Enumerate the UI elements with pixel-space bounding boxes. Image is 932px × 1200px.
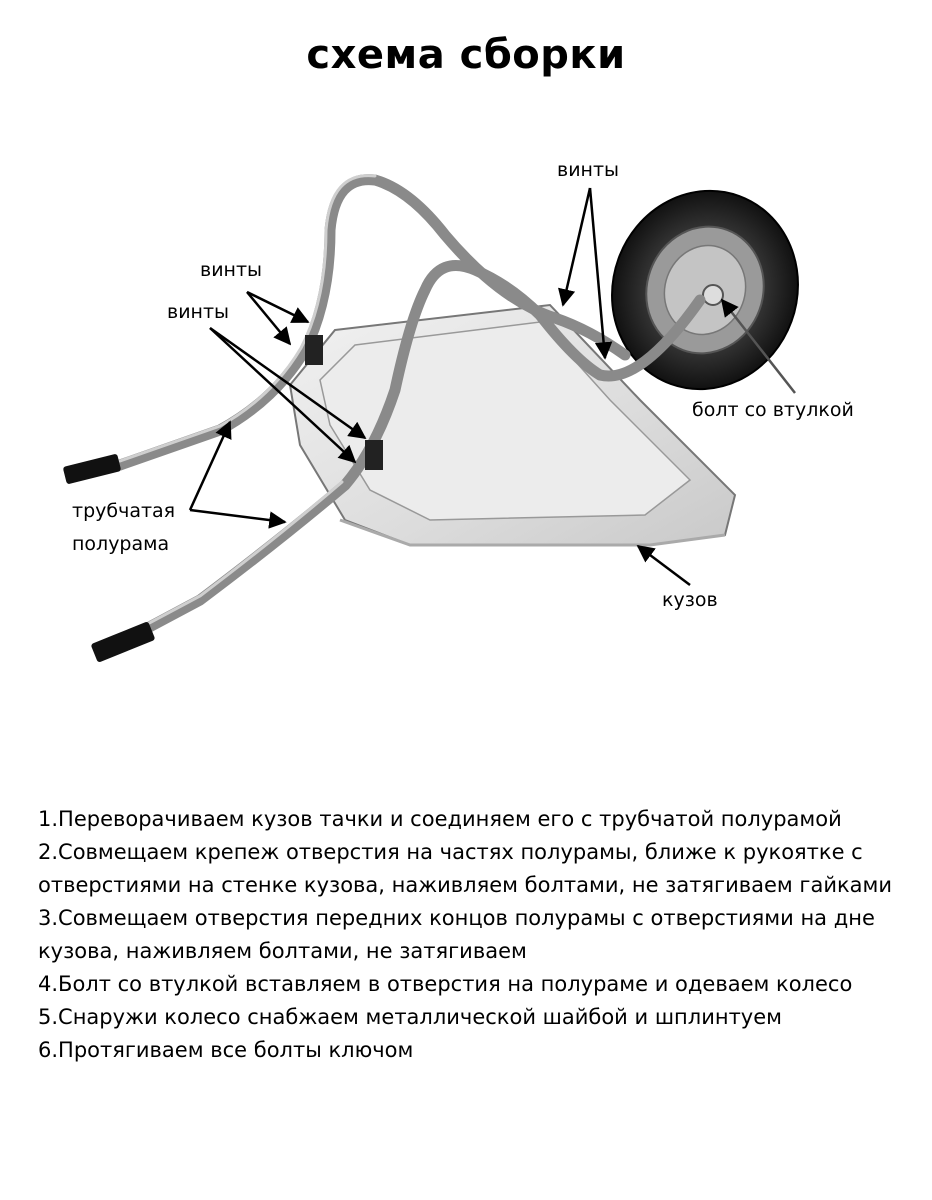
page-title: схема сборки — [306, 32, 626, 78]
label-body: кузов — [662, 589, 718, 611]
label-screws-left-1: винты — [200, 259, 263, 281]
step-1: 1.Переворачиваем кузов тачки и соединяем его с трубчатой полурамой — [38, 807, 842, 831]
assembly-steps — [38, 803, 918, 1067]
handle-grips — [63, 453, 156, 662]
step-4: 4.Болт со втулкой вставляем в отверстия на полураме и одеваем колесо — [38, 972, 853, 996]
step-5: 5.Снаружи колесо снабжаем металлической шайбой и шплинтуем — [38, 1005, 782, 1029]
label-tubular-frame-line2: полурама — [72, 533, 170, 555]
label-tubular-frame-line1: трубчатая — [72, 500, 176, 522]
frame-bracket-front — [365, 440, 383, 470]
step-6: 6.Протягиваем все болты ключом — [38, 1038, 414, 1062]
step-2: 2.Совмещаем крепеж отверстия на частях полурамы, ближе к рукоятке с отверстиями на стенке кузова, наживляем болтами, не затягиваем гайками — [38, 840, 893, 897]
frame-bracket-rear — [305, 335, 323, 365]
label-bolt-bushing: болт со втулкой — [692, 399, 854, 421]
label-screws-top: винты — [557, 159, 620, 181]
step-3: 3.Совмещаем отверстия передних концов полурамы с отверстиями на дне кузова, наживляем болтами, не затягиваем — [38, 906, 875, 963]
label-screws-left-2: винты — [167, 301, 230, 323]
